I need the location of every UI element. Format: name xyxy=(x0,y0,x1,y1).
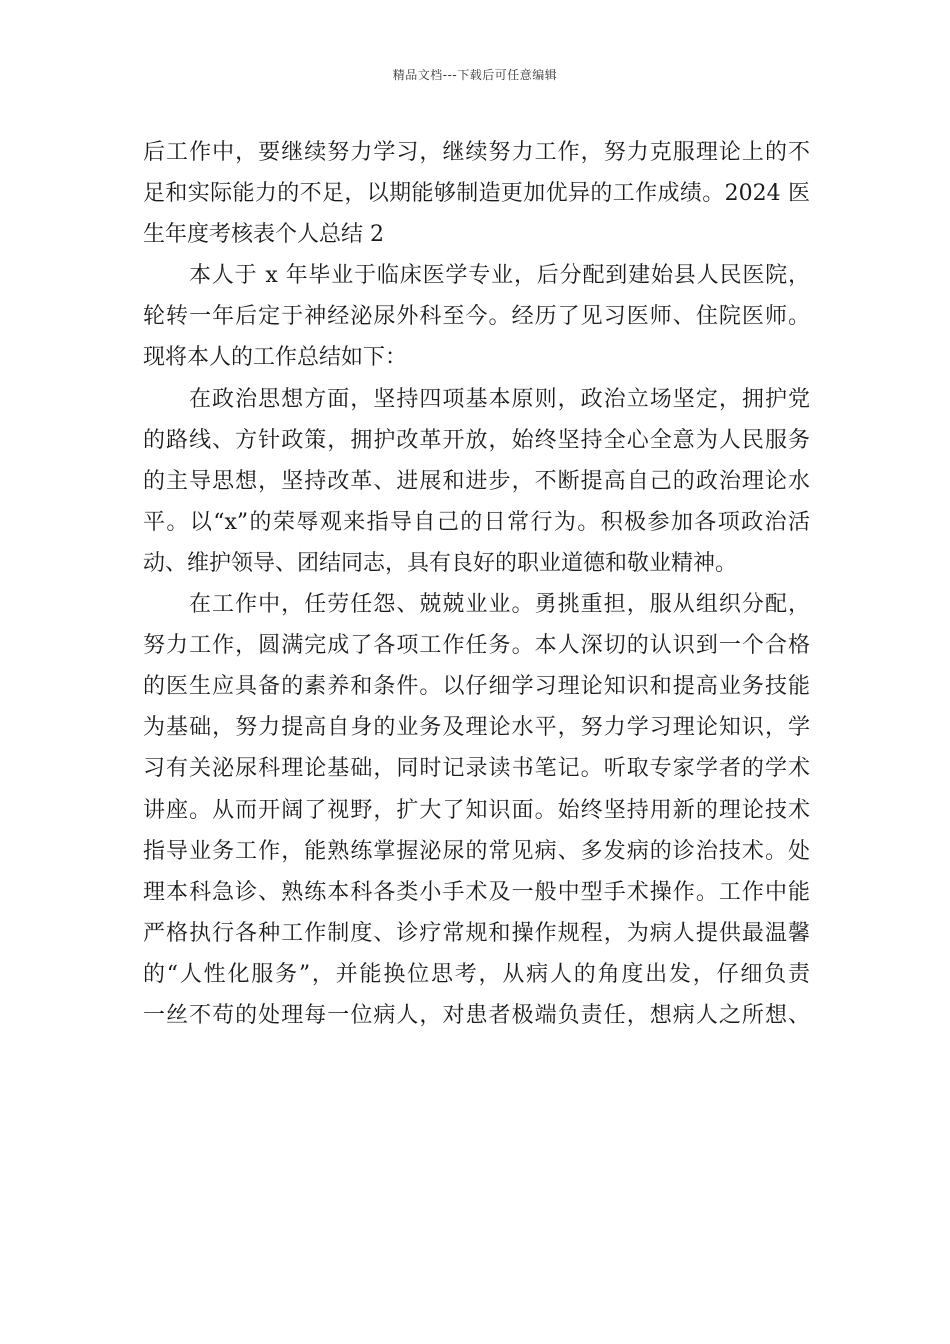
text-line: 为基础，努力提高自身的业务及理论水平，努力学习理论知识，学 xyxy=(143,715,810,741)
text-line: 轮转一年后定于神经泌尿外科至今。经历了见习医师、住院医师。 xyxy=(143,304,810,330)
text-line: 在政治思想方面，坚持四项基本原则，政治立场坚定，拥护党 xyxy=(189,386,810,412)
text-line: 平。以“x”的荣辱观来指导自己的日常行为。积极参加各项政治活 xyxy=(143,509,810,535)
text-line: 的路线、方针政策，拥护改革开放，始终坚持全心全意为人民服务 xyxy=(143,427,810,453)
text-line: 本人于 x 年毕业于临床医学专业，后分配到建始县人民医院， xyxy=(189,263,810,289)
paragraph xyxy=(143,379,810,584)
text-line: 动、维护领导、团结同志，具有良好的职业道德和敬业精神。 xyxy=(143,550,738,576)
page-header: 精品文档---下载后可任意编辑 xyxy=(392,68,558,82)
text-line: 现将本人的工作总结如下： xyxy=(143,345,408,371)
paragraph xyxy=(143,132,810,255)
text-line: 在工作中，任劳任怨、兢兢业业。勇挑重担，服从组织分配， xyxy=(189,592,810,618)
text-line: 足和实际能力的不足，以期能够制造更加优异的工作成绩。2024 医 xyxy=(143,181,810,207)
text-line: 习有关泌尿科理论基础，同时记录读书笔记。听取专家学者的学术 xyxy=(143,756,810,782)
text-line: 后工作中，要继续努力学习，继续努力工作，努力克服理论上的不 xyxy=(143,140,810,165)
text-line: 努力工作，圆满完成了各项工作任务。本人深切的认识到一个合格 xyxy=(143,633,810,659)
text-line: 指导业务工作，能熟练掌握泌尿的常见病、多发病的诊治技术。处 xyxy=(143,838,810,864)
paragraph xyxy=(143,584,810,1036)
text-line: 严格执行各种工作制度、诊疗常规和操作规程，为病人提供最温馨 xyxy=(143,920,810,946)
text-line: 一丝不苟的处理每一位病人，对患者极端负责任，想病人之所想、 xyxy=(143,1002,810,1028)
document-body xyxy=(143,132,810,1036)
text-line: 讲座。从而开阔了视野，扩大了知识面。始终坚持用新的理论技术 xyxy=(143,797,810,823)
text-line: 生年度考核表个人总结 2 xyxy=(143,222,384,248)
text-line: 的主导思想，坚持改革、进展和进步，不断提高自己的政治理论水 xyxy=(143,468,810,494)
paragraph xyxy=(143,255,810,378)
text-line: 理本科急诊、熟练本科各类小手术及一般中型手术操作。工作中能 xyxy=(143,879,810,905)
text-line: 的医生应具备的素养和条件。以仔细学习理论知识和提高业务技能 xyxy=(143,674,810,700)
text-line: 的“人性化服务”，并能换位思考，从病人的角度出发，仔细负责 xyxy=(143,961,810,987)
